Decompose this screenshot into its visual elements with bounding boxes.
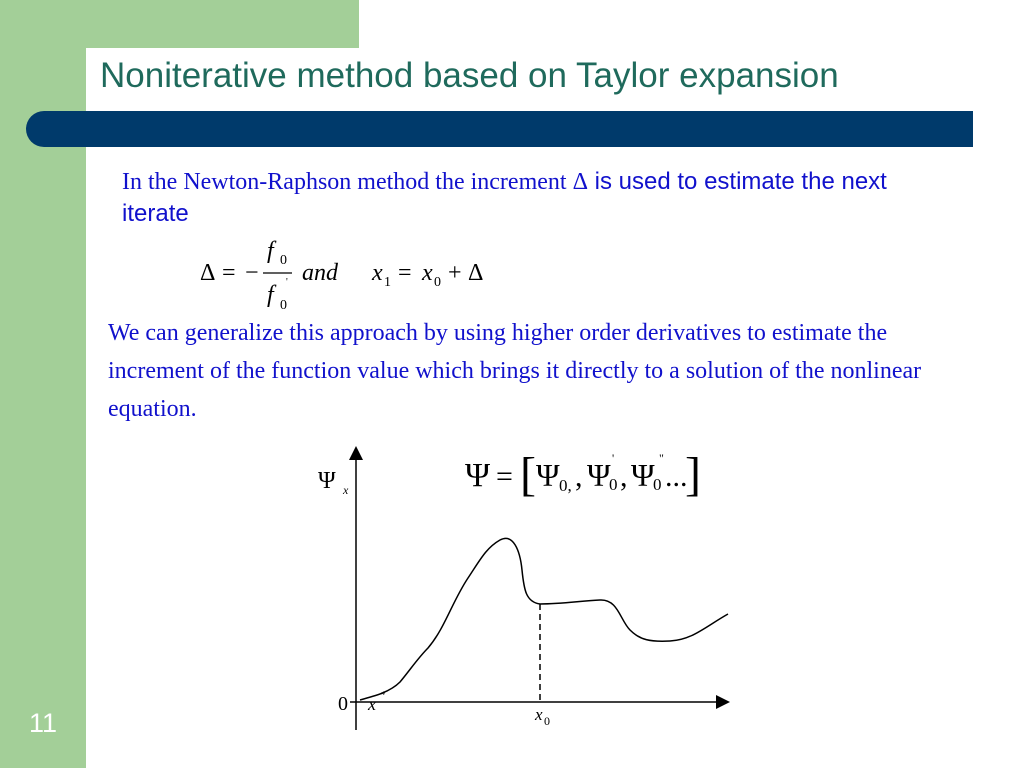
x0-label-sub: 0 <box>544 714 550 728</box>
psi-formula-comma2: , <box>620 460 628 493</box>
root-label-sup: * <box>381 690 386 700</box>
psi-formula-term3: Ψ <box>631 457 655 493</box>
psi-formula-term1: Ψ <box>536 457 560 493</box>
psi-formula-term3-sup: " <box>659 451 664 465</box>
eq-plus: + <box>448 260 462 286</box>
root-label: x <box>368 694 376 714</box>
generalize-paragraph: We can generalize this approach by using higher order derivatives to estimate the increment of the function value which brings it directly to a solution of the nonlinear equation. <box>108 320 922 422</box>
newton-raphson-equation <box>190 230 510 320</box>
intro-delta-symbol: Δ <box>572 169 588 195</box>
intro-serif-text: In the Newton-Raphson method the increment <box>122 169 573 195</box>
y-axis-arrowhead <box>349 446 363 460</box>
eq-delta-end: Δ <box>468 260 484 286</box>
eq-minus: − <box>245 260 259 286</box>
eq-denominator-f: f <box>267 282 274 308</box>
psi-function-graph <box>300 430 740 760</box>
psi-formula-term2-sup: ' <box>612 451 615 465</box>
psi-formula-ellipsis: ... <box>665 460 688 493</box>
psi-formula-close-bracket: ] <box>685 448 701 501</box>
psi-formula-term1-sub: 0, <box>559 476 572 495</box>
eq-prime: ' <box>286 277 288 288</box>
slide-number: 11 <box>28 708 58 738</box>
y-axis-label-sub: x <box>343 483 349 497</box>
x0-label: x <box>535 705 543 724</box>
eq-numerator-sub: 0 <box>280 253 287 268</box>
eq-x0-sub: 0 <box>434 275 441 290</box>
eq-x1-sub: 1 <box>384 275 391 290</box>
eq-delta: Δ <box>200 260 216 286</box>
eq-equals-2: = <box>398 260 412 286</box>
psi-curve <box>360 538 728 700</box>
eq-denominator-sub: 0 <box>280 298 287 313</box>
psi-formula-comma1: , <box>575 460 583 493</box>
top-decor-band <box>86 0 359 48</box>
eq-x0: x <box>422 260 433 286</box>
psi-formula-term3-sub: 0 <box>653 475 662 494</box>
slide-title: Noniterative method based on Taylor expansion <box>100 56 839 95</box>
eq-and: and <box>302 260 338 286</box>
psi-formula-open-bracket: [ <box>520 448 536 501</box>
psi-formula-term2: Ψ <box>587 457 611 493</box>
psi-formula-psi: Ψ <box>465 457 491 494</box>
title-underline-bar <box>26 111 973 147</box>
y-axis-label-psi: Ψ <box>318 468 336 494</box>
eq-numerator-f: f <box>267 238 274 264</box>
x-axis-arrowhead <box>716 695 730 709</box>
psi-formula-term2-sub: 0 <box>609 475 618 494</box>
intro-sans-text: is used to estimate the next iterate <box>122 168 887 227</box>
eq-equals-1: = <box>222 260 236 286</box>
psi-formula-equals: = <box>496 460 513 493</box>
intro-paragraph <box>122 166 902 230</box>
eq-x1: x <box>372 260 383 286</box>
origin-label: 0 <box>338 693 348 715</box>
